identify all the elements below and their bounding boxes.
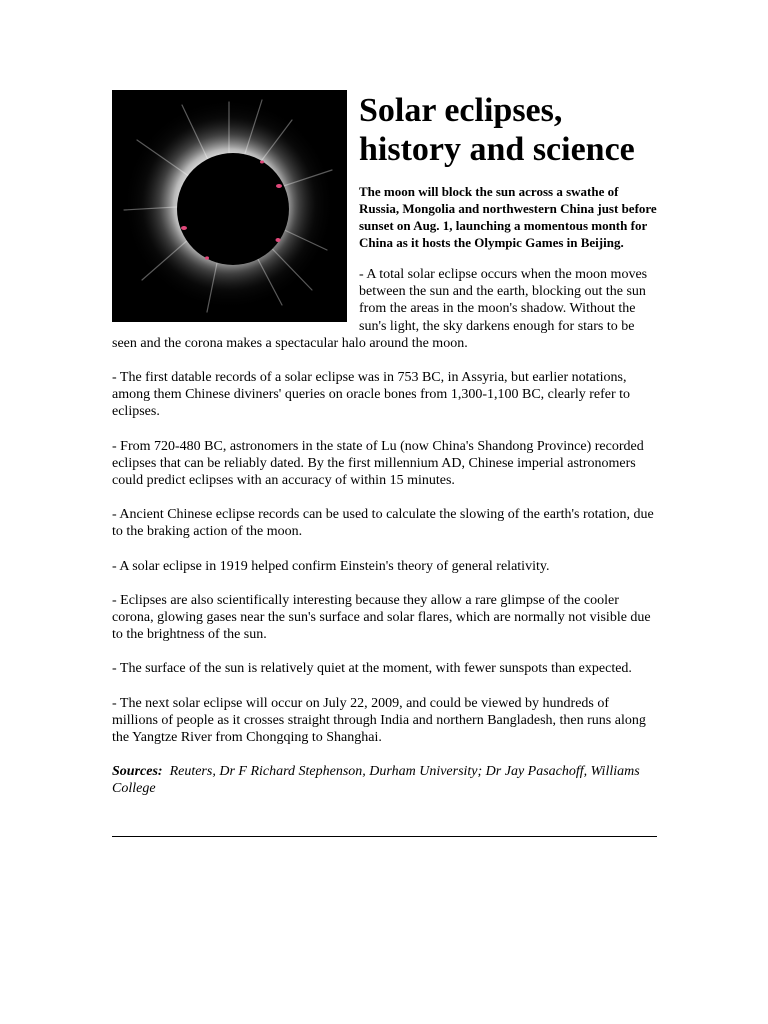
bottom-divider xyxy=(112,836,657,837)
solar-eclipse-photo xyxy=(112,90,347,322)
article xyxy=(112,90,658,798)
paragraph-sunspots: - The surface of the sun is relatively quiet at the moment, with fewer sunspots than expected. xyxy=(112,661,632,677)
sources-label: Sources: xyxy=(112,764,163,780)
paragraph-corona: - Eclipses are also scientifically interesting because they allow a rare glimpse of the cooler corona, glowing gases near the sun's surface and solar flares, which are normally not visible due to the brightness of the sun. xyxy=(112,592,651,643)
paragraph-earth-rotation: - Ancient Chinese eclipse records can be used to calculate the slowing of the earth's rotation, due to the braking action of the moon. xyxy=(112,507,654,540)
paragraph-relativity: - A solar eclipse in 1919 helped confirm Einstein's theory of general relativity. xyxy=(112,558,550,574)
paragraph-lu-astronomers: - From 720-480 BC, astronomers in the state of Lu (now China's Shandong Province) recorded eclipses that can be reliably dated. By the first millennium AD, Chinese imperial astronomers could predict eclipses with an accuracy of within 15 minutes. xyxy=(112,438,644,489)
paragraph-first-records: - The first datable records of a solar eclipse was in 753 BC, in Assyria, but earlier notations, among them Chinese diviners' queries on oracle bones from 1,300-1,100 BC, clearly refer to eclipses. xyxy=(112,370,631,420)
sources-line xyxy=(112,763,658,797)
article-lede: The moon will block the sun across a swathe of Russia, Mongolia and northwestern China just before sunset on Aug. 1, launching a momentous month for China as it hosts the Olympic Games in Beijing. xyxy=(359,184,657,250)
article-title: Solar eclipses, history and science xyxy=(359,92,635,168)
paragraph-total-eclipse: - A total solar eclipse occurs when the moon moves between the sun and the earth, blocking out the sun from the areas in the moon's shadow. Without the sun's light, the sky darkens enough for stars to be seen and the corona makes a spectacular halo around the moon. xyxy=(112,267,648,351)
paragraph-next-eclipse: - The next solar eclipse will occur on July 22, 2009, and could be viewed by hundreds of millions of people as it crosses straight through India and northern Bangladesh, then runs along the Yangtze River from Chongqing to Shanghai. xyxy=(112,695,646,746)
sources-text: Reuters, Dr F Richard Stephenson, Durham University; Dr Jay Pasachoff, Williams College xyxy=(112,764,640,797)
